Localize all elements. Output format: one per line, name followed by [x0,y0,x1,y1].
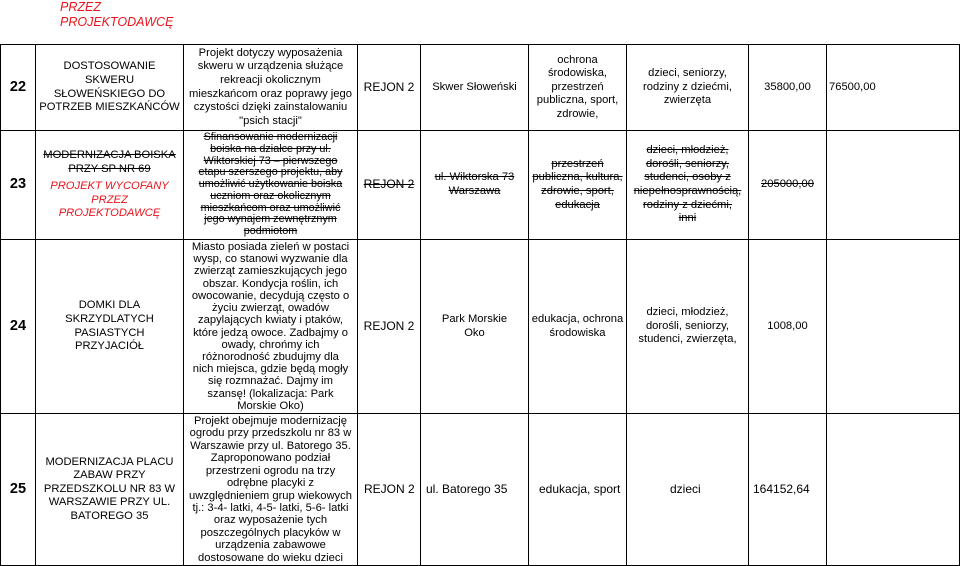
beneficiaries [627,45,748,130]
project-description [184,240,357,413]
region: REJON 2 [363,177,415,192]
beneficiaries-line: rodziny z dziećmi, [643,80,732,93]
description-line: Sfinansowanie modernizacji [203,130,338,143]
name-line: SKWERU [84,73,135,86]
category-line: zdrowie, sport, [541,185,614,197]
description-line: szansę! (lokalizacja: Park [207,387,334,400]
name-line: PRZEDSZKOLU NR 83 W [43,482,176,495]
region: REJON 2 [364,481,415,496]
project-name [36,131,183,239]
description-line: podmiotom [243,225,298,238]
description-line: etapu szerszego projektu, aby [198,166,343,179]
description-line: życiu zwierząt, owadów [212,302,329,315]
row-number: 24 [9,317,27,334]
description-line: zapylających kwiaty i ptaków, [198,314,343,327]
location [421,240,528,413]
project-description [184,131,357,239]
beneficiaries-line: dzieci, młodzież, [646,306,729,319]
location: ul. Batorego 35 [426,481,508,496]
category-line: edukacja, ochrona [531,312,624,325]
description-line: Projekt obejmuje modernizację [194,415,347,428]
name-line: BATOREGO 35 [70,509,149,522]
beneficiaries: dzieci [670,481,701,496]
beneficiaries-line: zwierzęta [663,94,712,107]
project-name [36,240,183,413]
description-line: nich miejsca, gdzie będą mogły [192,363,349,376]
description-line: uczniom oraz okolicznym [210,189,331,202]
description-line: Warszawie przy ul. Batorego 35. [190,439,351,452]
location [421,131,528,239]
description-line: "psich stacji" [239,114,302,127]
beneficiaries [627,240,748,413]
cost: 35800,00 [764,80,811,93]
category-line: przestrzeń [551,157,604,170]
beneficiaries [627,131,748,239]
category-line: edukacja [555,198,600,211]
description-line: ogrodu przy przedszkolu nr 83 w [189,427,352,440]
cost: 1008,00 [767,319,808,332]
description-line: Morskie Oko) [237,399,304,412]
description-line: owocowanie, decydują często o [191,289,350,302]
beneficiaries-line: niepełnosprawnością, [633,185,742,197]
category: edukacja, sport [539,481,621,496]
withdrawn-note: PROJEKT WYCOFANY [50,180,169,193]
beneficiaries-line: studenci, zwierzęta, [638,333,737,346]
description-line: skweru w urządzenia służące [197,60,344,73]
project-description [184,45,357,130]
project-description [184,414,357,565]
description-line: mieszkańcom oraz umożliwić [200,201,341,214]
description-line: umożliwić użytkowanie boiska [198,178,343,191]
region: REJON 2 [363,318,415,333]
name-line: MODERNIZACJA PLACU [45,455,174,468]
name-line: PRZYJACIÓŁ [74,340,144,353]
description-line: poszczególnych placyków w [200,526,341,539]
category-line: przestrzeń [551,80,604,93]
project-name [36,45,183,130]
description-line: Wiktorskiej 73 – pierwszego [203,154,338,167]
row-number: 23 [9,176,27,193]
description-line: urządzenia zabawowe [215,539,326,552]
description-line: Projekt dotyczy wyposażenia [198,46,343,59]
project-name [36,414,183,565]
description-line: dostosowane do wieku dzieci [198,551,343,564]
category-line: środowiska [549,326,606,339]
beneficiaries-line: studenci, osoby z [644,171,731,184]
description-line: obszar. Kondycja roślin, ich [202,277,339,290]
description-line: mieszkańcom oraz poprawy jego [189,87,352,100]
withdrawn-note: PRZEZ [91,193,128,206]
category [529,240,626,413]
name-line: POTRZEB MIESZKAŃCÓW [39,101,180,114]
beneficiaries-line: dzieci, młodzież, [646,144,729,157]
description-line: wysp, co stanowi wyzwanie dla [193,253,348,266]
category [529,45,626,130]
category-line: środowiska, [547,67,608,80]
location: Skwer Słoweński [432,80,517,93]
description-line: boiska na działce przy ul. [210,142,331,155]
category-line: publiczna, kultura, [532,171,623,184]
description-line: Zaproponowano podział [210,452,331,465]
value: 76500,00 [829,80,876,93]
location-line: ul. Wiktorska 73 [434,171,515,184]
name-line: DOMKI DLA [78,299,141,312]
beneficiaries-line: dzieci, seniorzy, [648,67,727,80]
name-line: WARSZAWIE PRZY UL. [48,496,171,509]
description-line: czystości dzięki zainstalowaniu [193,101,348,114]
description-line: rekreacji okolicznym [220,73,321,86]
name-line: DOSTOSOWANIE [63,60,156,73]
name-line-struck: PRZY SP NR 69 [68,162,151,175]
description-line: zwierząt zamieszkujących jego [194,265,347,278]
top-fragment-line-2: PROJEKTODAWCĘ [60,15,174,29]
name-line: SKRZYDLATYCH [65,312,154,325]
description-line: owady, chrońmy ich [221,338,320,351]
description-line: uwzględnieniem grup wiekowych [189,489,352,502]
description-line: które jedzą owoce. Zadbajmy o [193,326,348,339]
name-line: PASIASTYCH [74,326,145,339]
description-line: oraz wyposażenie tych [213,514,328,527]
beneficiaries-line: dorośli, seniorzy, [645,157,730,170]
category [529,131,626,239]
withdrawn-note: PROJEKTODAWCĘ [58,207,161,220]
description-line: różnorodność zbudujmy dla [202,350,339,363]
row-number: 25 [9,480,27,497]
name-line: ZABAW PRZY [73,469,146,482]
description-line: tj.: 3-4- latki, 4-5- latki, 5-6- latki [192,501,349,514]
location-line: Park Morskie [441,312,508,325]
location-line: Warszawa [448,185,501,197]
beneficiaries-line: inni [678,212,697,225]
category-line: zdrowie, [556,107,599,120]
cost: 205000,00 [761,178,814,191]
description-line: Miasto posiada zieleń w postaci [191,241,350,254]
description-line: jego wynajem zewnętrznym [204,213,337,226]
beneficiaries-line: rodziny z dziećmi, [643,198,732,211]
name-line: SŁOWEŃSKIEGO DO [53,87,166,100]
description-line: odrębne placyki z [226,477,315,490]
cost: 164152,64 [753,481,810,496]
row-number: 22 [9,78,27,95]
category-line: publiczna, sport, [536,94,619,107]
top-fragment-line-1: PRZEZ [60,0,101,14]
region: REJON 2 [363,79,415,94]
category-line: ochrona [557,53,598,66]
location-line: Oko [464,326,485,339]
name-line-struck: MODERNIZACJA BOISKA [43,149,176,162]
description-line: przestrzeni ogrodu na trzy [205,464,336,477]
beneficiaries-line: dorośli, seniorzy, [645,319,730,332]
description-line: się rozmnażać. Dajmy im [208,375,333,388]
